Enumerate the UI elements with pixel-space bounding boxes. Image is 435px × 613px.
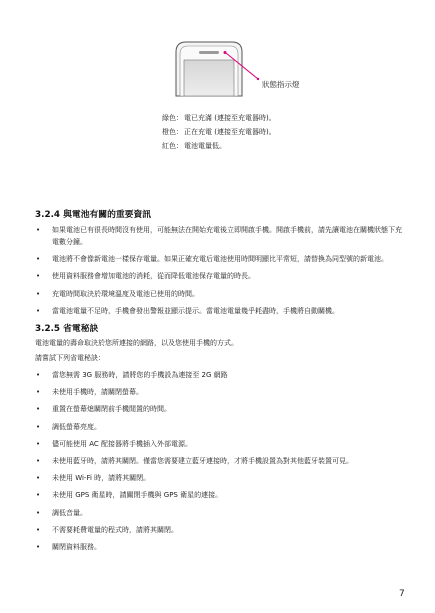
status-indicator-label: 狀態指示燈 xyxy=(262,80,300,89)
bullet-icon: • xyxy=(36,289,41,298)
list-item: • 調低螢幕亮度。 xyxy=(36,422,101,431)
phone-screen xyxy=(184,60,234,96)
bullet-icon: • xyxy=(36,255,41,264)
list-item: • 當電池電量不足時，手機會發出警報並顯示提示。當電池電量幾乎耗盡時，手機將自動關機。 xyxy=(36,306,339,315)
bullet-icon: • xyxy=(36,525,41,534)
led-legend xyxy=(162,111,276,153)
bullet-icon: • xyxy=(36,388,41,397)
bullet-icon: • xyxy=(36,371,41,379)
list-item: • 如果電池已有很長時間沒有使用，可能無法在開始充電後立即開啟手機。開啟手機前，請先讓電池在關機狀態下充電數分鐘。 xyxy=(36,226,402,246)
bullet-icon: • xyxy=(36,508,41,517)
bullet-icon: • xyxy=(36,226,41,234)
phone-earpiece xyxy=(199,51,219,54)
battery-info-list xyxy=(35,224,407,322)
led-legend-row xyxy=(162,139,276,153)
bullet-icon: • xyxy=(36,272,41,281)
bullet-icon: • xyxy=(36,542,41,551)
list-item: • 當您無需 3G 服務時，請將您的手機設為連接至 2G 網路 xyxy=(36,371,228,379)
bullet-icon: • xyxy=(36,474,41,483)
bullet-icon: • xyxy=(36,422,41,431)
list-item: • 電池將不會像新電池一樣保存電量。如果正確充電后電池使用時間明顯比平常短，請替換為同型號的新電池。 xyxy=(36,255,388,264)
led-color-description: 電已充滿 (連接至充電器時)。 xyxy=(184,114,276,122)
section-heading-power-saving: 3.2.5 省電秘訣 xyxy=(35,324,99,334)
led-color-description: 正在充電 (連接至充電器時)。 xyxy=(184,128,276,136)
callout-dot xyxy=(257,78,259,80)
section-heading-battery-info: 3.2.4 與電池有關的重要資訊 xyxy=(35,210,152,220)
power-saving-tips-list xyxy=(35,369,407,558)
bullet-icon: • xyxy=(36,491,41,500)
list-item: • 充電時間取決於環境溫度及電池已使用的時間。 xyxy=(36,289,199,298)
list-item: • 未使用手機時，請關閉螢幕。 xyxy=(36,388,143,397)
list-item: • 未使用藍牙時，請將其關閉。僅當您需要建立藍牙連接時，才將手機設置為對其他藍牙裝置可見。 xyxy=(36,456,353,465)
led-color-label: 紅色： xyxy=(162,142,183,150)
led-legend-row xyxy=(162,125,276,139)
list-item: • 重置在螢幕熄關閉前手機閒置的時間。 xyxy=(36,405,171,414)
bullet-icon: • xyxy=(36,456,41,465)
power-saving-tips-label: 請嘗試下列省電秘訣： xyxy=(35,354,105,362)
led-color-description: 電池電量低。 xyxy=(184,142,226,150)
page-number: 7 xyxy=(399,589,405,599)
led-legend-row xyxy=(162,111,276,125)
list-item: • 儘可能使用 AC 配接器將手機插入外部電源。 xyxy=(36,439,193,448)
list-item: • 未使用 Wi-Fi 時，請將其關閉。 xyxy=(36,474,151,483)
power-saving-intro: 電池電量的壽命取決於您所連接的網路，以及您使用手機的方式。 xyxy=(35,339,238,347)
led-color-label: 橙色： xyxy=(162,128,183,136)
list-item: • 關閉資料服務。 xyxy=(36,542,101,551)
bullet-icon: • xyxy=(36,405,41,414)
led-color-label: 綠色： xyxy=(162,114,183,122)
list-item: • 調低音量。 xyxy=(36,508,87,517)
list-item: • 不需要耗費電量的程式時，請將其關閉。 xyxy=(36,525,178,534)
bullet-icon: • xyxy=(36,306,41,315)
bullet-icon: • xyxy=(36,439,41,448)
list-item: • 未使用 GPS 衛星時，請關閉手機與 GPS 衛星的連接。 xyxy=(36,491,223,500)
list-item: • 使用資料服務會增加電池的消耗，從而降低電池保存電量的時長。 xyxy=(36,272,255,281)
